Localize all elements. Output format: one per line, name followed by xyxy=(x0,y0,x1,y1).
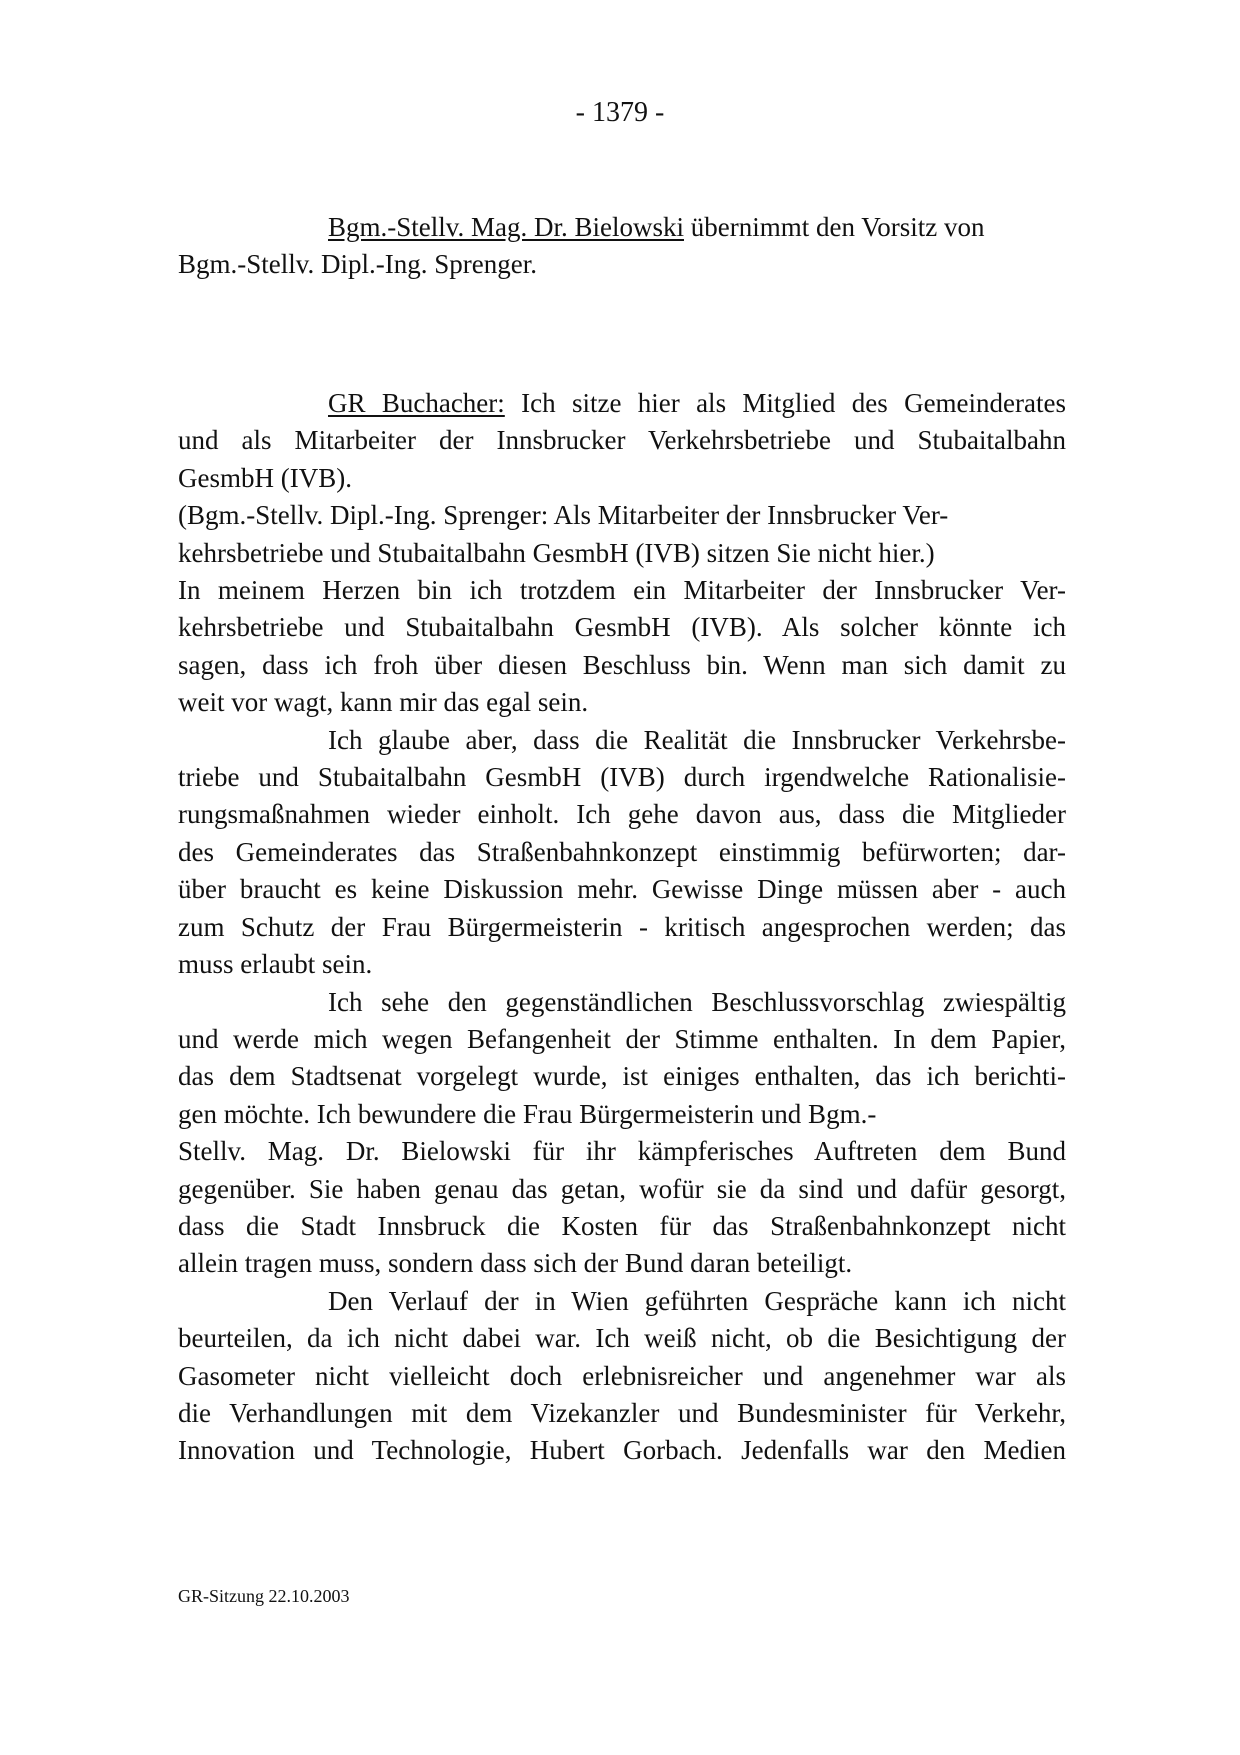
page-number: - 1379 - xyxy=(575,97,665,128)
text-line xyxy=(178,385,1066,422)
interjection-line: kehrsbetriebe und Stubaitalbahn GesmbH (IVB) sitzen Sie nicht hier.) xyxy=(178,537,935,568)
text-line: Bgm.-Stellv. Dipl.-Ing. Sprenger. xyxy=(178,249,537,280)
text-line: Gasometer nicht vielleicht doch erlebnisreicher und angenehmer war als xyxy=(178,1360,1066,1391)
text-line: zum Schutz der Frau Bürgermeisterin - kritisch angesprochen werden; das xyxy=(178,911,1066,942)
interjection-line: (Bgm.-Stellv. Dipl.-Ing. Sprenger: Als Mitarbeiter der Innsbrucker Ver- xyxy=(178,500,949,531)
text-line: triebe und Stubaitalbahn GesmbH (IVB) durch irgendwelche Rationalisie- xyxy=(178,762,1066,793)
text-line: Ich sehe den gegenständlichen Beschlussvorschlag zwiespältig xyxy=(328,986,1066,1017)
text-line: allein tragen muss, sondern dass sich der Bund daran beteiligt. xyxy=(178,1248,853,1279)
text-line: beurteilen, da ich nicht dabei war. Ich weiß nicht, ob die Besichtigung der xyxy=(178,1323,1066,1354)
text-line: über braucht es keine Diskussion mehr. Gewisse Dinge müssen aber - auch xyxy=(178,874,1066,905)
text-line: und als Mitarbeiter der Innsbrucker Verkehrsbetriebe und Stubaitalbahn xyxy=(178,425,1066,456)
line-text: übernimmt den Vorsitz von xyxy=(684,212,985,242)
speaker-name: Bgm.-Stellv. Mag. Dr. Bielowski xyxy=(328,212,684,242)
text-line: muss erlaubt sein. xyxy=(178,949,373,980)
text-line: In meinem Herzen bin ich trotzdem ein Mitarbeiter der Innsbrucker Ver- xyxy=(178,575,1066,606)
text-line: Stellv. Mag. Dr. Bielowski für ihr kämpferisches Auftreten dem Bund xyxy=(178,1136,1066,1167)
text-line: kehrsbetriebe und Stubaitalbahn GesmbH (IVB). Als solcher könnte ich xyxy=(178,612,1066,643)
text-line: gegenüber. Sie haben genau das getan, wofür sie da sind und dafür gesorgt, xyxy=(178,1173,1066,1204)
text-line: gen möchte. Ich bewundere die Frau Bürgermeisterin und Bgm.- xyxy=(178,1098,877,1129)
text-line: weit vor wagt, kann mir das egal sein. xyxy=(178,687,589,718)
text-line: dass die Stadt Innsbruck die Kosten für das Straßenbahnkonzept nicht xyxy=(178,1210,1066,1241)
text-line: Den Verlauf der in Wien geführten Gespräche kann ich nicht xyxy=(328,1285,1066,1316)
speech-buchacher xyxy=(178,385,1066,1470)
text-line: sagen, dass ich froh über diesen Beschluss bin. Wenn man sich damit zu xyxy=(178,649,1066,680)
footer-session-date: GR-Sitzung 22.10.2003 xyxy=(178,1586,350,1606)
text-line: Ich glaube aber, dass die Realität die Innsbrucker Verkehrsbe- xyxy=(328,724,1066,755)
chair-change-paragraph xyxy=(178,209,1066,284)
text-line: die Verhandlungen mit dem Vizekanzler und Bundesminister für Verkehr, xyxy=(178,1397,1066,1428)
text-line xyxy=(178,209,1066,246)
text-line: GesmbH (IVB). xyxy=(178,462,352,493)
speaker-name: GR Buchacher: xyxy=(328,388,505,418)
text-line: das dem Stadtsenat vorgelegt wurde, ist einiges enthalten, das ich berichti- xyxy=(178,1061,1066,1092)
text-line: und werde mich wegen Befangenheit der Stimme enthalten. In dem Papier, xyxy=(178,1023,1066,1054)
line-text: Ich sitze hier als Mitglied des Gemeinderates xyxy=(504,388,1066,418)
text-line: rungsmaßnahmen wieder einholt. Ich gehe davon aus, dass die Mitglieder xyxy=(178,799,1066,830)
text-line: des Gemeinderates das Straßenbahnkonzept einstimmig befürworten; dar- xyxy=(178,836,1066,867)
text-line: Innovation und Technologie, Hubert Gorbach. Jedenfalls war den Medien xyxy=(178,1435,1066,1466)
